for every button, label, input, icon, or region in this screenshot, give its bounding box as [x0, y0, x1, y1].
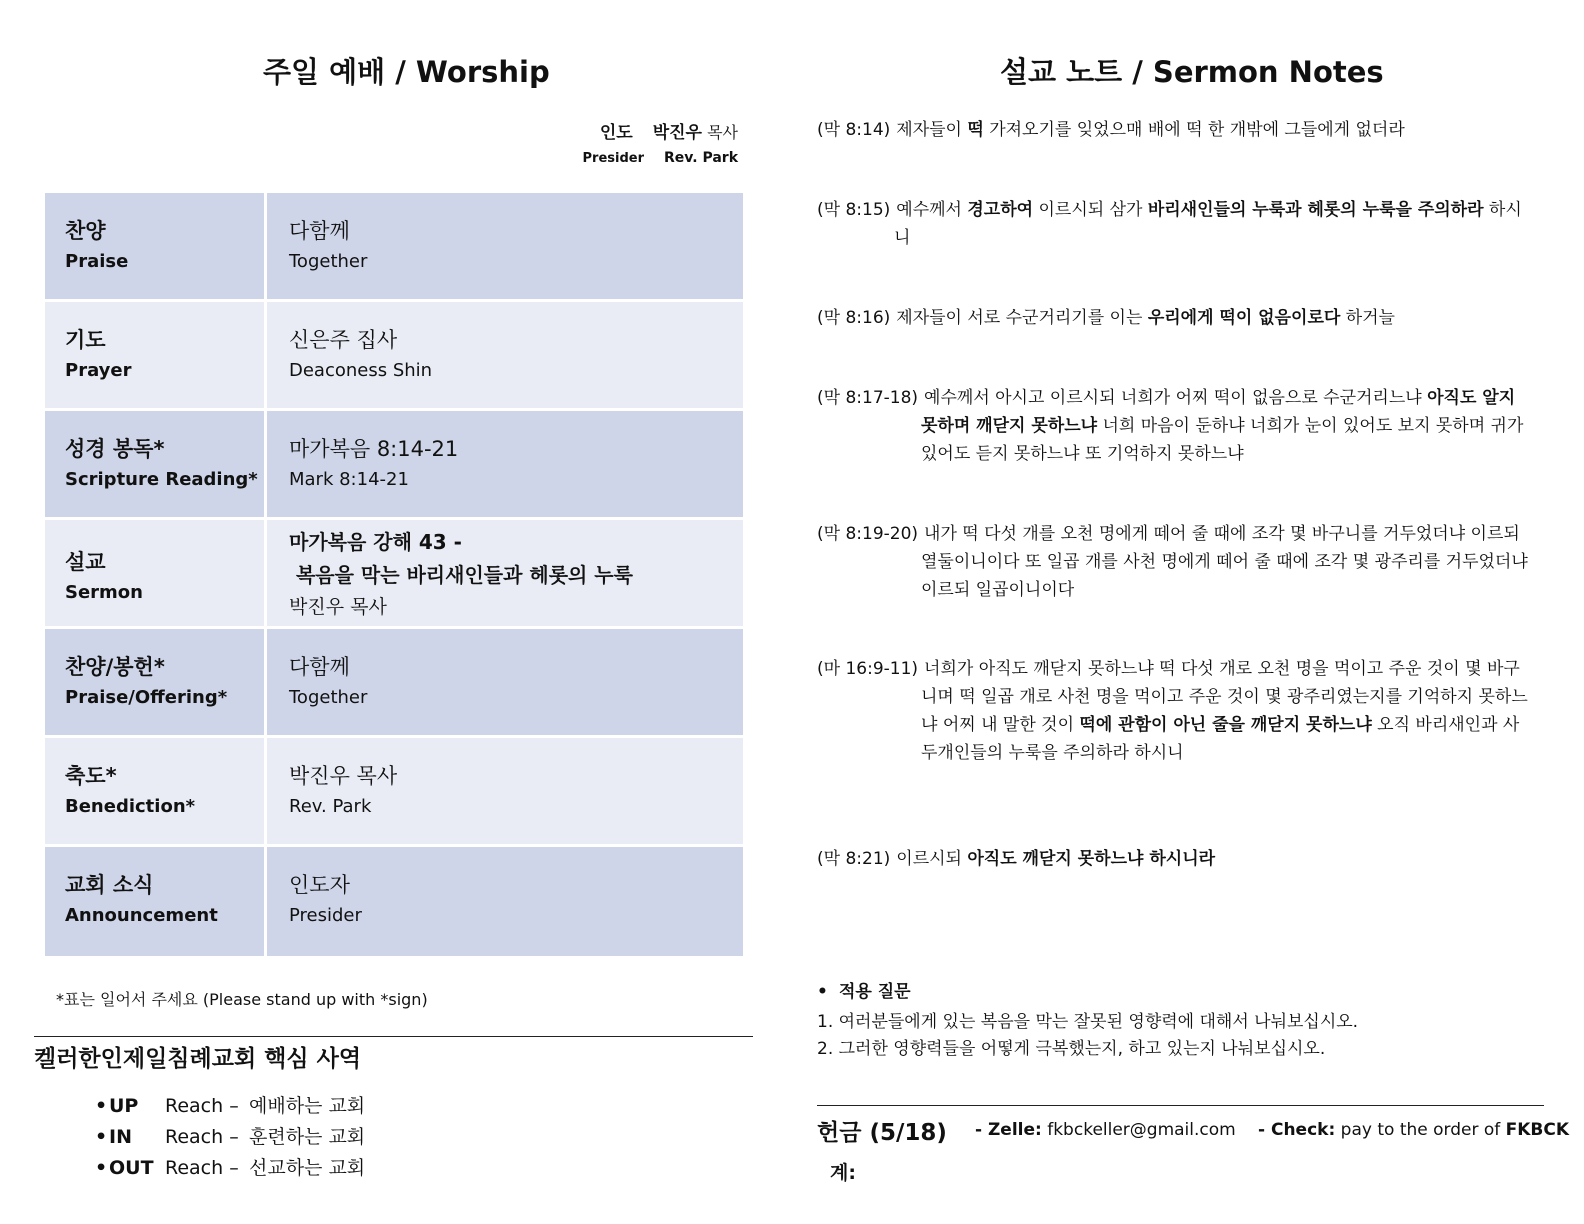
divider [817, 1105, 1544, 1106]
sermon-title-line1: 마가복음 강해 43 - [289, 530, 462, 554]
verse-note [817, 116, 1532, 144]
verse-text-part: 하거늘 [1340, 308, 1395, 328]
table-row [45, 738, 743, 847]
ministry-item: •IN Reach – 훈련하는 교회 [95, 1126, 366, 1148]
verse-note [817, 655, 1532, 767]
verse-text-part: 너희가 아직도 깨닫지 못하느냐 떡 다섯 개로 오천 명을 먹이고 주운 것이 몇 바구니며 떡 일곱 개로 사천 명을 먹이고 주운 것이 몇 광주리였는지를 기억하지 못하느냐 어찌 내 말한 것이 [921, 659, 1528, 735]
row-value-ko: 마가복음 8:14-21 [289, 437, 459, 461]
verse-text-bold: 떡에 관함이 아닌 줄을 깨닫지 못하느냐 [1079, 715, 1372, 735]
verse-text [817, 196, 1532, 252]
application-question: 1. 여러분들에게 있는 복음을 막는 잘못된 영향력에 대해서 나눠보십시오. [817, 1012, 1359, 1032]
sermon-title-line2: 복음을 막는 바리새인들과 헤롯의 누룩 [289, 563, 633, 587]
verse-text [817, 304, 1532, 332]
verse-text-part: 이르시되 [896, 849, 968, 869]
verse-text-bold: 떡 [967, 120, 984, 140]
verse-note [817, 196, 1532, 252]
verse-text-part: 예수께서 아시고 이르시되 너희가 어찌 떡이 없음으로 수군거리느냐 [924, 388, 1428, 408]
worship-title: 주일 예배 / Worship [263, 55, 550, 89]
row-value-en: Mark 8:14-21 [289, 469, 409, 490]
row-value-en: Presider [289, 905, 362, 926]
verse-text-bold: 우리에게 떡이 없음이로다 [1147, 308, 1341, 328]
stand-up-footnote: *표는 일어서 주세요 (Please stand up with *sign) [56, 990, 428, 1009]
application-question: 2. 그러한 영향력들을 어떻게 극복했는지, 하고 있는지 나눠보십시오. [817, 1039, 1326, 1059]
row-value-en: Together [289, 251, 368, 272]
row-value-ko: 다함께 [289, 219, 350, 243]
verse-text-part: 이르시되 삼가 [1033, 200, 1148, 220]
verse-text-part: 제자들이 서로 수군거리기를 이는 [896, 308, 1148, 328]
presider-en: Presider Rev. Park [582, 150, 738, 166]
table-row [45, 193, 743, 302]
bullet-icon: • [95, 1157, 108, 1179]
ministry-item: •OUT Reach – 선교하는 교회 [95, 1157, 366, 1179]
row-label-en: Benediction* [65, 796, 196, 817]
zelle-info: - Zelle: fkbckeller@gmail.com [975, 1120, 1236, 1140]
verse-text [817, 116, 1532, 144]
row-label-ko: 축도* [65, 764, 117, 788]
table-row [45, 847, 743, 956]
row-value-en: Together [289, 687, 368, 708]
verse-note [817, 845, 1532, 873]
verse-note [817, 520, 1532, 604]
verse-text [817, 384, 1532, 468]
row-label-en: Praise/Offering* [65, 687, 228, 708]
verse-text-bold: 아직도 깨닫지 못하느냐 하시니라 [967, 849, 1216, 869]
row-value-ko: 박진우 목사 [289, 596, 387, 618]
row-label-en: Prayer [65, 360, 132, 381]
ministry-item: •UP Reach – 예배하는 교회 [95, 1095, 366, 1117]
verse-text-part: 예수께서 [896, 200, 968, 220]
verse-text [817, 845, 1532, 873]
bullet-icon: • [95, 1095, 108, 1117]
check-info: - Check: pay to the order of FKBCK [1258, 1120, 1570, 1140]
verse-text-part: 너희 마음이 둔하냐 너희가 눈이 있어도 보지 못하며 귀가 있어도 듣지 못하느냐 또 기억하지 못하느냐 [921, 416, 1524, 464]
table-row [45, 520, 743, 629]
row-label-ko: 설교 [65, 550, 106, 574]
verse-note [817, 384, 1532, 468]
application-questions-title: • 적용 질문 [817, 982, 911, 1002]
row-label-ko: 찬양 [65, 219, 106, 243]
verse-text-bold: 아직도 알지 못하며 깨닫지 못하느냐 [921, 388, 1516, 436]
verse-reference: (막 8:17-18) [817, 388, 919, 408]
row-value-ko: 인도자 [289, 873, 350, 897]
row-label-ko: 기도 [65, 328, 106, 352]
verse-reference: (막 8:16) [817, 308, 891, 328]
verse-reference: (막 8:19-20) [817, 524, 919, 544]
row-value-ko: 다함께 [289, 655, 350, 679]
row-label-ko: 성경 봉독* [65, 437, 165, 461]
verse-note [817, 304, 1532, 332]
bullet-icon: • [95, 1126, 108, 1148]
row-label-ko: 찬양/봉헌* [65, 655, 165, 679]
offering-title: 헌금 (5/18) [817, 1120, 947, 1146]
verse-text-part: 내가 떡 다섯 개를 오천 명에게 떼어 줄 때에 조각 몇 바구니를 거두었더냐 이르되 열둘이니이다 또 일곱 개를 사천 명에게 떼어 줄 때에 조각 몇 광주리를 거두었더냐 이르되 일곱이니이다 [921, 524, 1528, 600]
verse-reference: (막 8:14) [817, 120, 891, 140]
verse-text-part: 오직 바리새인과 사두개인들의 누룩을 주의하라 하시니 [921, 715, 1520, 763]
verse-text-bold: 경고하여 [967, 200, 1034, 220]
row-value-en: Deaconess Shin [289, 360, 433, 381]
presider-ko: 인도 박진우 목사 [599, 123, 738, 143]
verse-text-bold: 바리새인들의 누룩과 헤롯의 누룩을 주의하라 [1147, 200, 1484, 220]
verse-text [817, 655, 1532, 767]
row-label-ko: 교회 소식 [65, 873, 154, 897]
bullet-icon: • [817, 982, 828, 1002]
row-label-en: Scripture Reading* [65, 469, 258, 490]
verse-reference: (마 16:9-11) [817, 659, 919, 679]
row-value-ko: 박진우 목사 [289, 764, 398, 788]
sermon-notes-title: 설교 노트 / Sermon Notes [1000, 55, 1384, 89]
verse-reference: (막 8:21) [817, 849, 891, 869]
table-row [45, 411, 743, 520]
verse-text-part: 하시니 [894, 200, 1522, 248]
verse-text-part: 제자들이 [896, 120, 968, 140]
row-value-en: Rev. Park [289, 796, 372, 817]
row-label-en: Sermon [65, 582, 143, 603]
row-label-en: Praise [65, 251, 129, 272]
offering-total-label: 계: [830, 1162, 856, 1184]
verse-reference: (막 8:15) [817, 200, 891, 220]
row-label-en: Announcement [65, 905, 218, 926]
ministry-title: 켈러한인제일침례교회 핵심 사역 [34, 1046, 362, 1072]
divider [34, 1036, 753, 1037]
verse-text-part: 가져오기를 잊었으매 배에 떡 한 개밖에 그들에게 없더라 [983, 120, 1405, 140]
row-value-ko: 신은주 집사 [289, 328, 398, 352]
table-row [45, 629, 743, 738]
worship-order-table [45, 193, 743, 956]
table-row [45, 302, 743, 411]
verse-text [817, 520, 1532, 604]
